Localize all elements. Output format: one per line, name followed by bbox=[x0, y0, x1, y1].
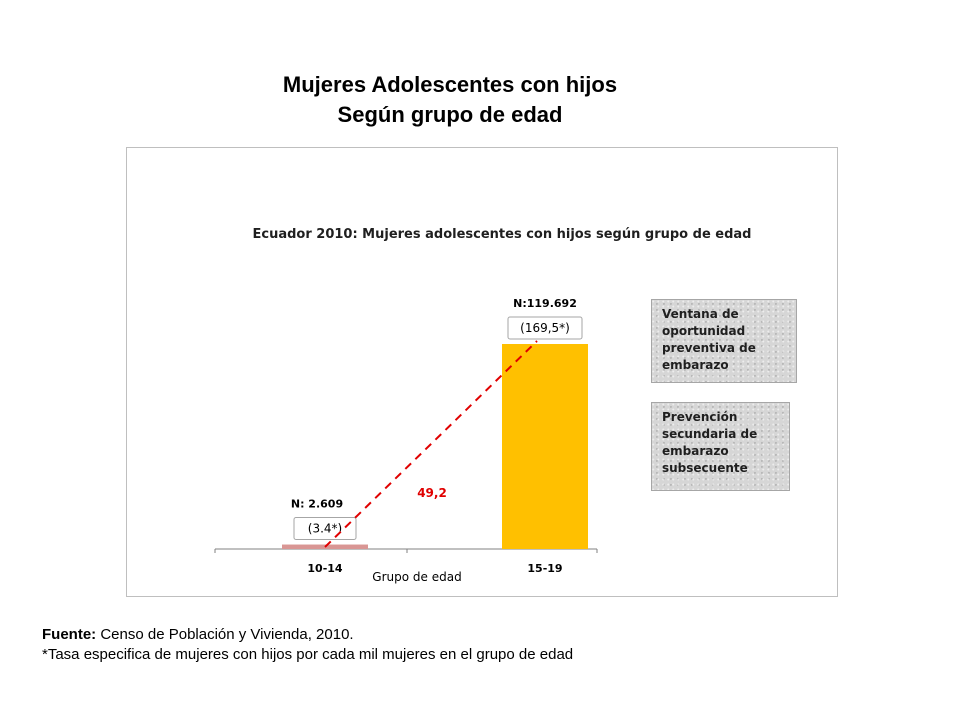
footer-source-text: Censo de Población y Vivienda, 2010. bbox=[96, 626, 354, 643]
x-tick-label: 10-14 bbox=[307, 562, 343, 575]
trend-label: 49,2 bbox=[417, 486, 447, 500]
footer-source bbox=[42, 625, 354, 644]
rate-label: (169,5*) bbox=[520, 321, 570, 335]
chart-container bbox=[126, 147, 838, 597]
rate-label: (3.4*) bbox=[307, 521, 343, 536]
footer-note: *Tasa especifica de mujeres con hijos por cada mil mujeres en el grupo de edad bbox=[42, 646, 574, 663]
callout-secondary-prevention: Prevención secundaria de embarazo subsecuente bbox=[651, 402, 790, 491]
bar-15-19 bbox=[502, 344, 588, 549]
callout-prevention-window: Ventana de oportunidad preventiva de embarazo bbox=[651, 299, 797, 383]
n-label: N: 2.609 bbox=[290, 497, 344, 511]
n-label: N:119.692 bbox=[513, 297, 577, 310]
x-tick-label: 15-19 bbox=[527, 562, 563, 575]
chart-title: Ecuador 2010: Mujeres adolescentes con hijos según grupo de edad bbox=[252, 227, 752, 242]
x-axis-title: Grupo de edad bbox=[372, 570, 462, 584]
page-title-line-1: Mujeres Adolescentes con hijos bbox=[282, 72, 618, 97]
page-title-line-2: Según grupo de edad bbox=[337, 102, 563, 127]
footer-source-label: Fuente: bbox=[42, 626, 97, 643]
